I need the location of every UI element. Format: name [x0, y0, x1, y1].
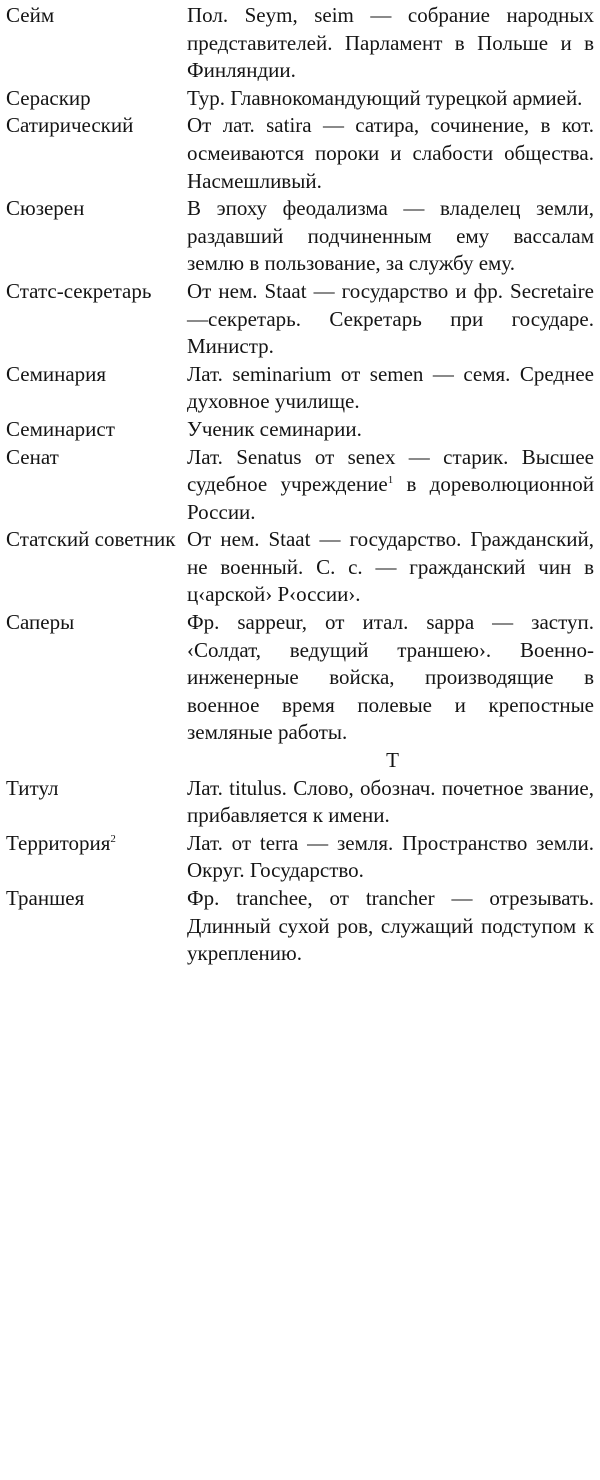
- entry-definition: От нем. Staat — государство и фр. Secretaire —секретарь. Секретарь при государе. Министр.: [187, 278, 594, 359]
- glossary-entry: [6, 2, 594, 85]
- entry-term: Титул: [6, 775, 59, 800]
- glossary-entry: [6, 609, 594, 747]
- entry-term: Сатирический: [6, 113, 134, 138]
- entry-term: Траншея: [6, 886, 85, 910]
- entry-definition: От лат. satira — сатира, сочинение, в кот. осмеиваются пороки и слабости общества. Насмешливый.: [187, 113, 594, 193]
- glossary-entry: [6, 526, 594, 609]
- entry-term: Сейм: [6, 3, 55, 27]
- entry-definition: Фр. tranchee, от trancher — отрезывать. Длинный сухой ров, служащий подступом к укреплению.: [187, 886, 594, 966]
- entry-definition: Тур. Главнокомандующий турецкой армией.: [187, 85, 583, 110]
- entry-term: Саперы: [6, 610, 75, 635]
- entry-term: [6, 830, 187, 858]
- entry-definition: [187, 444, 594, 527]
- entry-definition: Лат. seminarium от semen — семя. Среднее духовное училище.: [187, 361, 594, 414]
- glossary-entry: [6, 830, 594, 885]
- glossary-entry: [6, 361, 594, 416]
- entry-definition: Пол. Seym, seim — собрание народных представителей. Парламент в Польше и в Финляндии.: [187, 3, 594, 83]
- glossary-entries: [6, 2, 594, 968]
- entry-definition: Лат. от terra — земля. Пространство земли. Округ. Государство.: [187, 830, 594, 883]
- definition-text: в дореволюционной России.: [187, 472, 594, 524]
- entry-definition: Лат. titulus. Слово, обознач. почетное звание, прибавляется к имени.: [187, 775, 594, 828]
- glossary-entry: [6, 775, 594, 830]
- entry-term: Семинарист: [6, 416, 115, 441]
- entry-definition: От нем. Staat — государство. Гражданский, не военный. С. с. — гражданский чин в ц‹арской› Р‹оссии›.: [187, 527, 594, 607]
- letter-heading: Т: [386, 748, 399, 773]
- glossary-entry: [6, 195, 594, 278]
- footnote-marker: 1: [387, 474, 394, 487]
- entry-term: Статс-секретарь: [6, 278, 152, 303]
- entry-term: Статский советник: [6, 527, 176, 552]
- entry-definition: В эпоху феодализма — владелец земли, раздавший подчиненным ему вассалам землю в пользование, за службу ему.: [187, 196, 594, 276]
- entry-definition: Фр. sappeur, от итал. sappa — заступ. ‹Солдат, ведущий траншею›. Военно-инженерные войска, производящие в военное время полевые и крепостные земляные работы.: [187, 610, 594, 745]
- definition-text: Лат. Senatus от senex — старик. Высшее судебное учреждение: [187, 444, 594, 497]
- glossary-entry: [6, 885, 594, 968]
- entry-term: Сюзерен: [6, 196, 85, 221]
- entry-term: Сенат: [6, 444, 59, 469]
- glossary-entry: [6, 444, 594, 527]
- entry-term: Сераскир: [6, 85, 91, 110]
- entry-definition: Ученик семинарии.: [187, 416, 362, 441]
- glossary-entry: [6, 112, 594, 195]
- glossary-entry: [6, 85, 594, 113]
- glossary-entry: [6, 416, 594, 444]
- entry-term: Семинария: [6, 361, 107, 386]
- footnote-marker: 2: [110, 832, 116, 845]
- glossary-entry: [6, 278, 594, 361]
- term-text: Территория: [6, 830, 111, 855]
